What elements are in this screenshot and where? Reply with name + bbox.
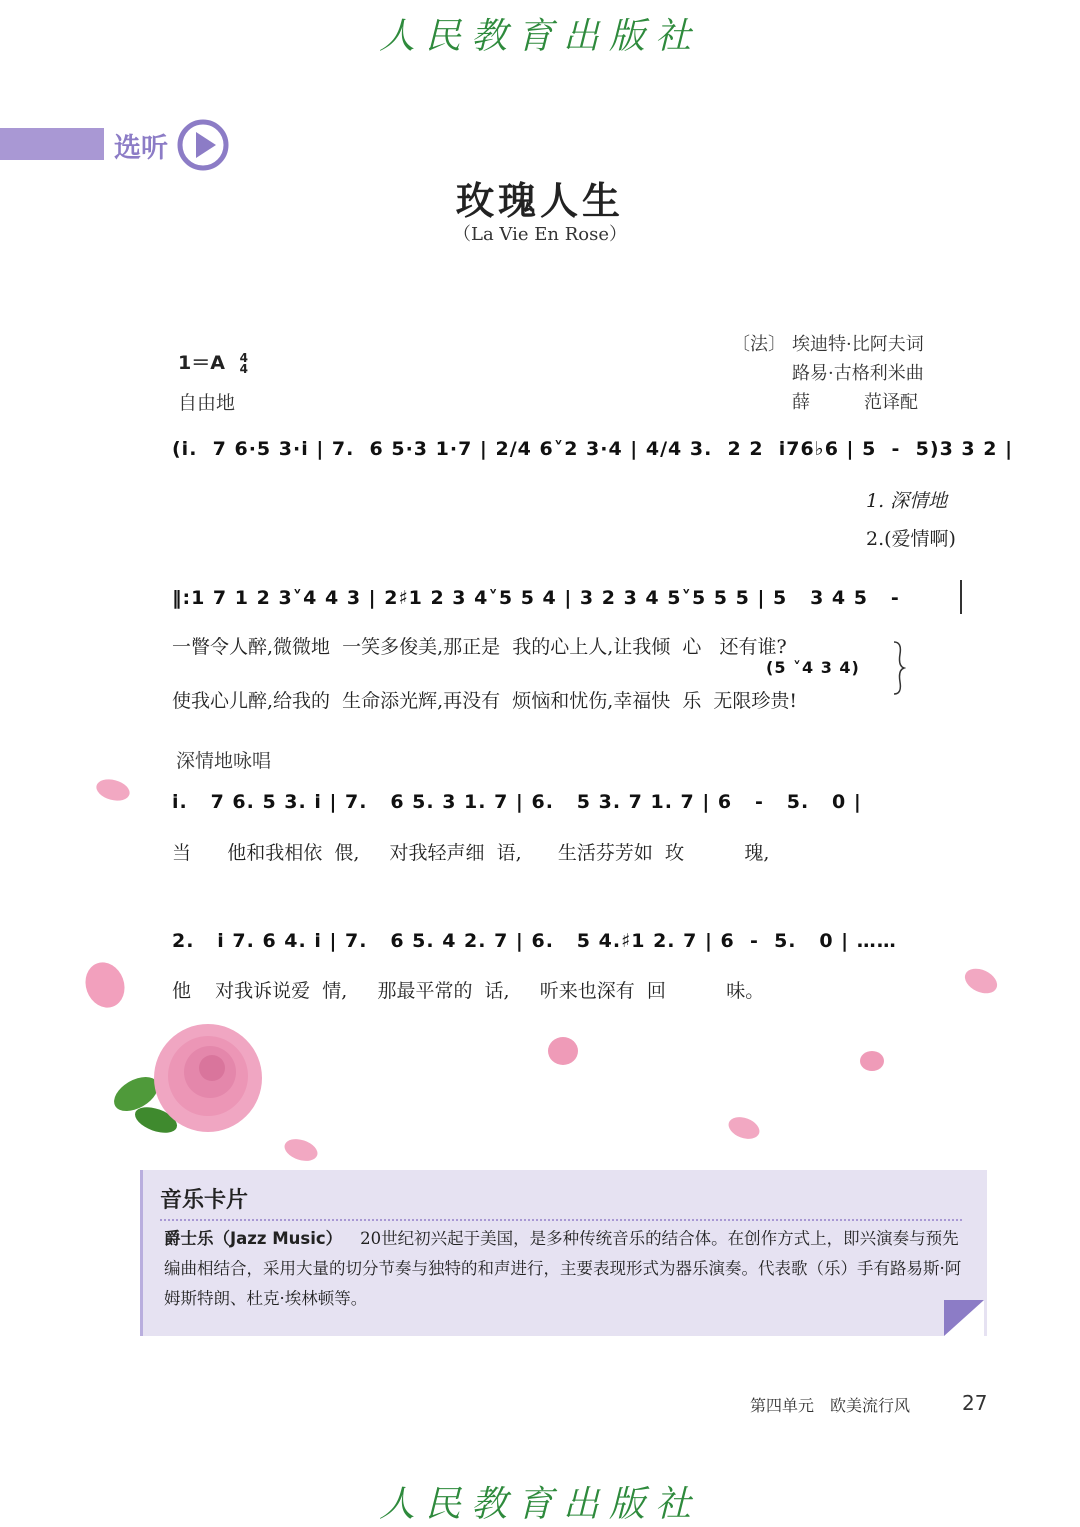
footer-unit: 第四单元 欧美流行风 [750,1396,911,1415]
petal-decoration [282,1136,320,1164]
verse-alt-notation: (5 ˅4 3 4) [766,658,860,677]
petal-decoration [546,1034,580,1068]
song-credits [732,330,924,417]
composer-credit: 路易·古格利米曲 [792,363,924,384]
petal-decoration [82,960,128,1010]
song-title: 玫瑰人生 [455,178,624,223]
petal-decoration [726,1114,762,1142]
line4-notation: 2. i 7. 6 4. i | 7. 6 5. 4 2. 7 | 6. 5 4.♯1 2. 7 | 6 - 5. 0 | …… [172,930,897,952]
publisher-footer: 人民教育出版社 [378,1484,701,1525]
section-tag-label: 选听 [114,133,168,164]
barline [960,580,962,614]
nationality: 〔法〕 [732,334,786,355]
key-signature: 1＝A 4 4 [178,350,248,376]
volta-2-label: 2.(爱情啊) [866,528,956,550]
card-description: 20世纪初兴起于美国，是多种传统音乐的结合体。在创作方式上，即兴演奏与预先编曲相结合，采用大量的切分节奏与独特的和声进行，主要表现形式为器乐演奏。代表歌（乐）手有路易斯·阿姆斯特朗、杜克·埃林顿等。 [164,1229,962,1308]
section-tag-bar [0,128,104,160]
play-icon[interactable] [176,118,230,172]
line3-lyric: 当 他和我相依 偎, 对我轻声细 语, 生活芬芳如 玫 瑰, [172,842,770,864]
petal-decoration [962,966,1000,996]
line3-notation: i. 7 6. 5 3. i | 7. 6 5. 3 1. 7 | 6. 5 3. 7 1. 7 | 6 - 5. 0 | [172,791,862,813]
song-subtitle: （La Vie En Rose） [453,224,627,245]
music-card-body [164,1224,964,1314]
petal-decoration [94,776,132,804]
intro-notation: (i. 7 6·5 3·i | 7. 6 5·3 1·7 | 2/4 6˅2 3·4 | 4/4 3. 2 2 i76♭6 | 5 - 5)3 3 2 | [172,438,1014,460]
card-corner-fold [944,1300,984,1336]
line4-lyric: 他 对我诉说爱 情, 那最平常的 话, 听来也深有 回 味。 [172,980,765,1002]
lyric-brace [892,640,906,696]
card-divider [160,1219,962,1221]
music-card-title: 音乐卡片 [160,1188,249,1213]
expression-marking: 深情地咏唱 [176,750,272,772]
arranger-credit: 薛 范译配 [792,392,918,413]
card-term: 爵士乐（Jazz Music） [164,1229,343,1248]
page-number: 27 [962,1391,988,1415]
verse-lyric-2: 使我心儿醉,给我的 生命添光辉,再没有 烦恼和忧伤,幸福快 乐 无限珍贵! [172,690,798,712]
petal-decoration [858,1048,886,1074]
rose-illustration [108,1016,268,1140]
verse-notation: ‖:1 7 1 2 3˅4 4 3 | 2♯1 2 3 4˅5 5 4 | 3 2 3 4 5˅5 5 5 | 5 3 4 5 - [172,587,900,609]
verse-lyric-1: 一瞥令人醉,微微地 一笑多俊美,那正是 我的心上人,让我倾 心 还有谁? [172,636,787,658]
publisher-header: 人民教育出版社 [378,16,701,57]
lyricist-credit: 埃迪特·比阿夫词 [792,334,924,355]
volta-1-label: 1. 深情地 [866,490,948,512]
tempo-marking: 自由地 [178,392,236,414]
time-signature: 4 4 [239,350,248,376]
